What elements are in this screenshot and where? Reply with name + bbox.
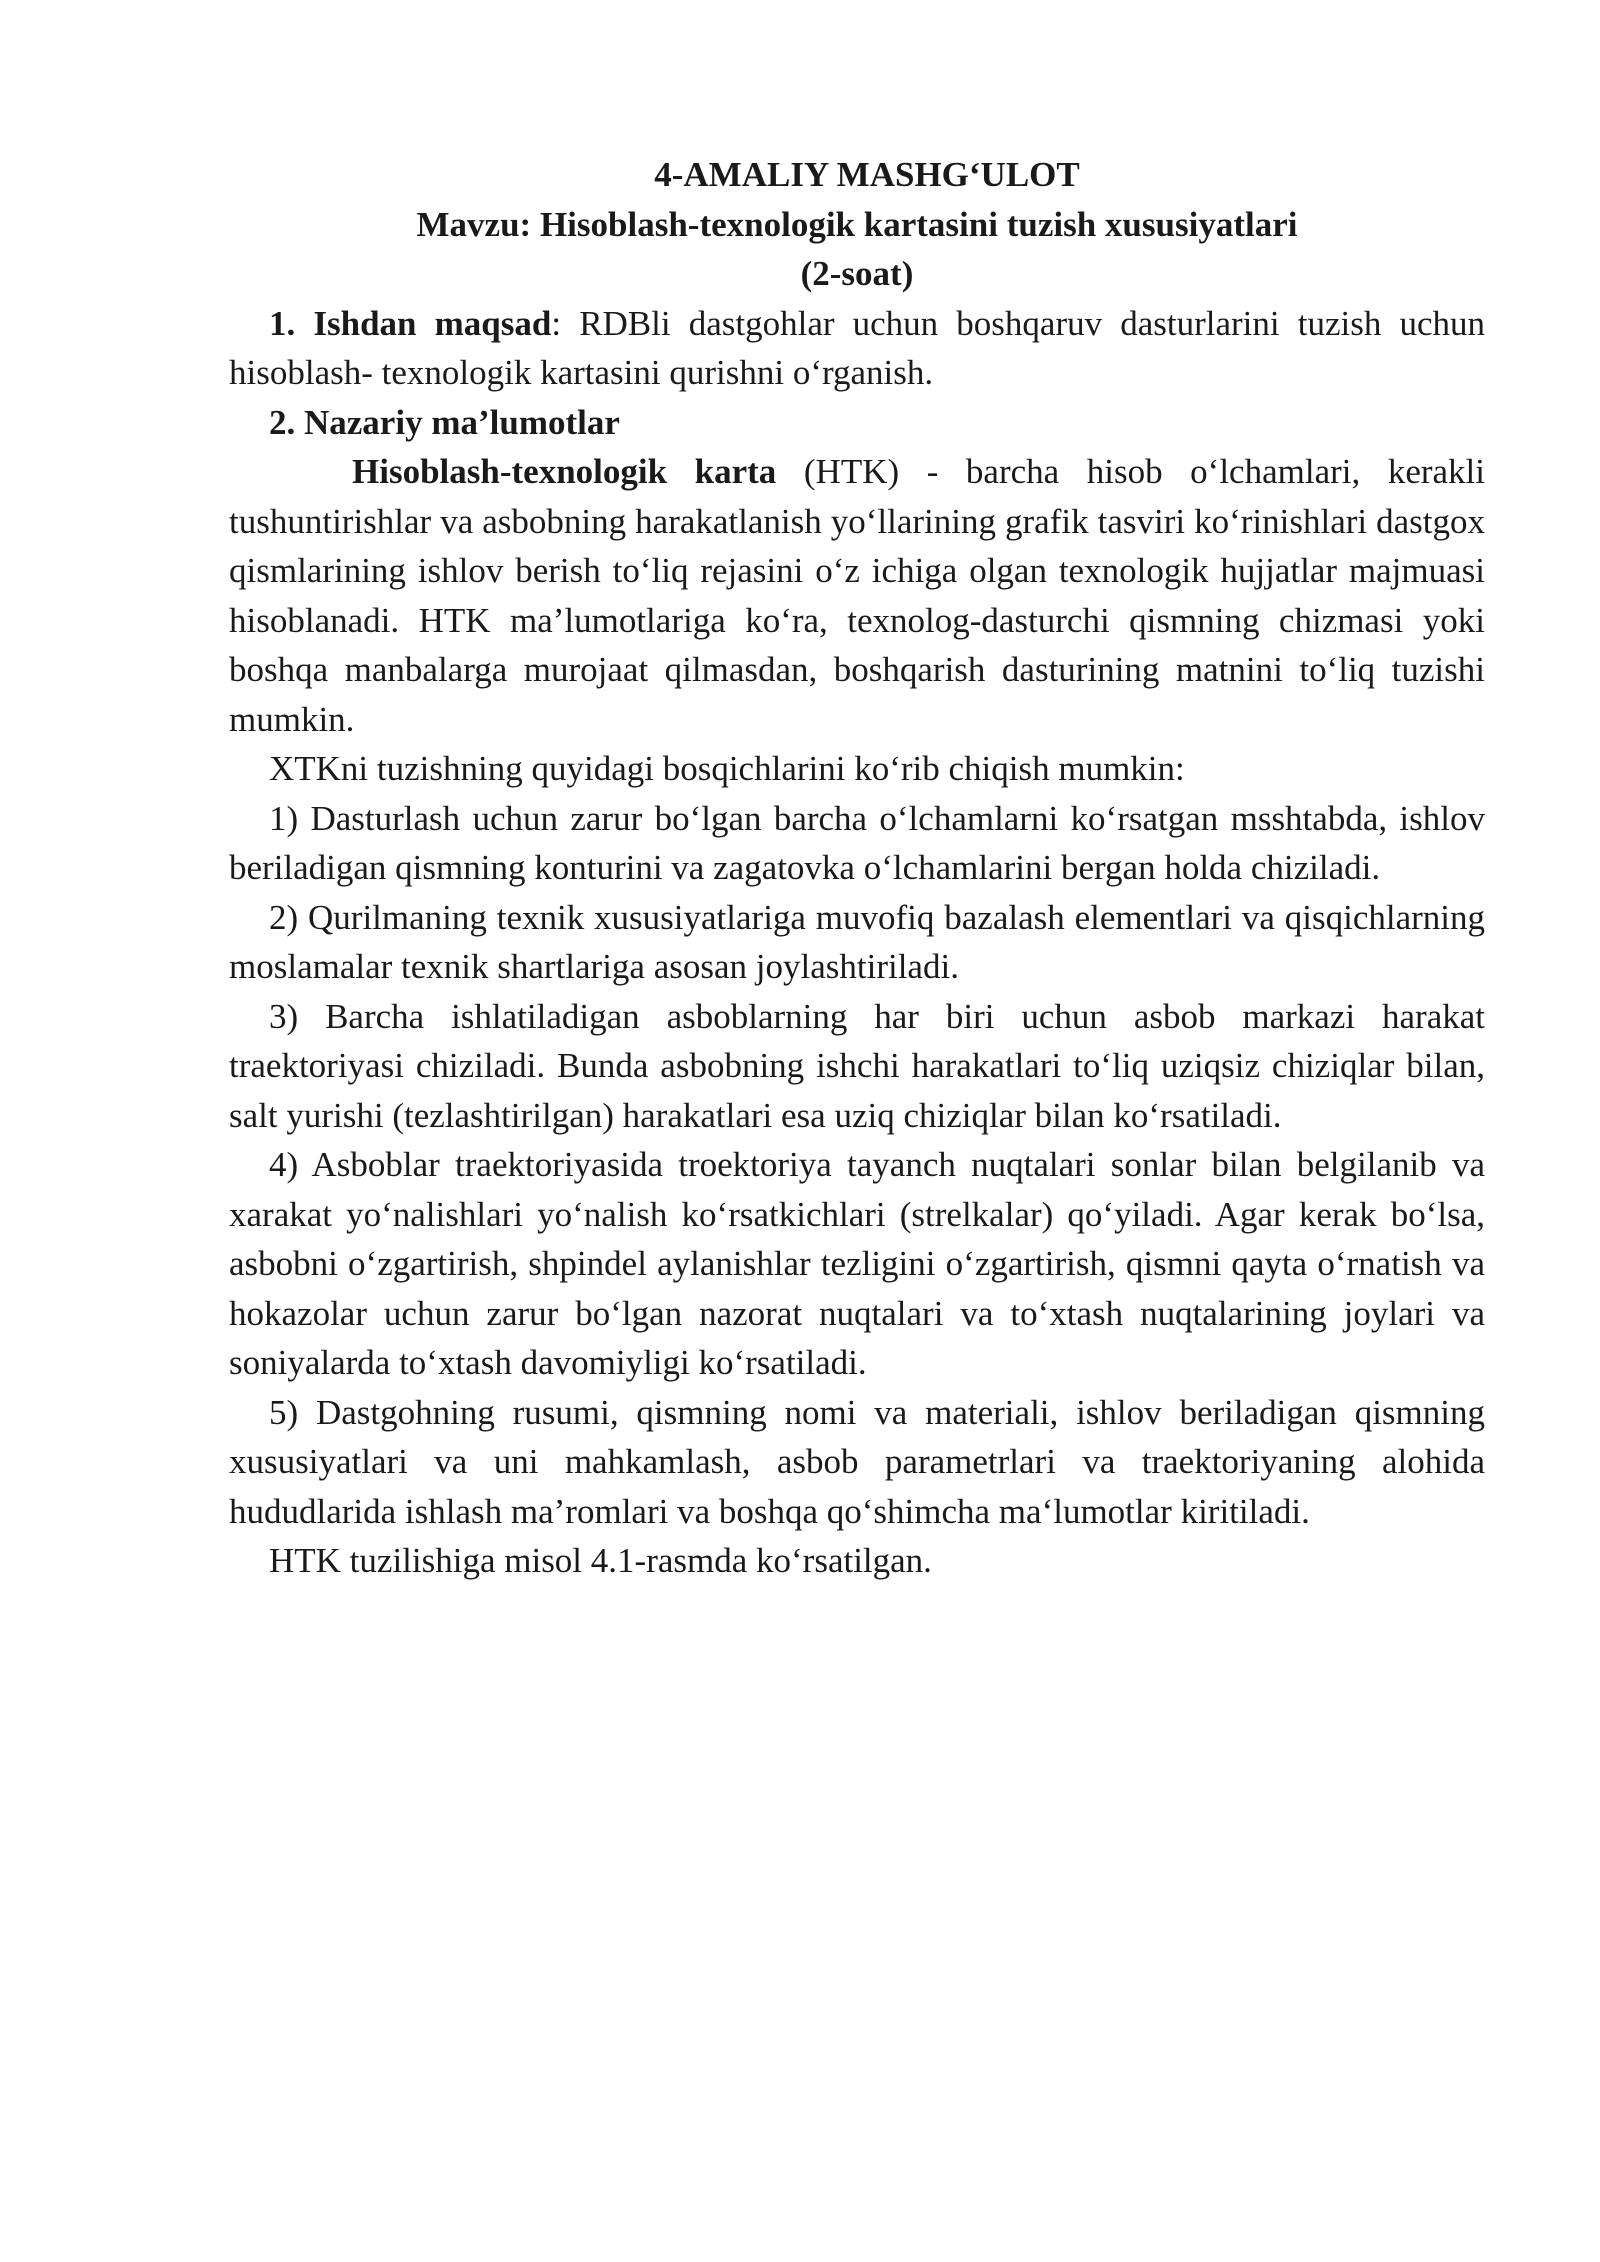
hours-line: (2-soat) [800,254,914,293]
document-title: 4-AMALIY MASHG‘ULOT [654,155,1080,194]
definition-text: (HTK) - barcha hisob o‘lchamlari, kerakli tushuntirishlar va asbobning harakatlanish yo‘llarining grafik tasviri ko‘rinishlari dastgox qismlarining ishlov berish to‘liq rejasini o‘z ichiga olgan texnologik hujjatlar majmuasi hisoblanadi. HTK ma’lumotlariga ko‘ra, texnolog-dasturchi qismning chizmasi yoki boshqa manbalarga murojaat qilmasdan, boshqarish dasturining matnini to‘liq tuzishi mumkin. [229,452,1485,739]
step-2: 2) Qurilmaning texnik xususiyatlariga muvofiq bazalash elementlari va qisqichlarning moslamalar texnik shartlariga asosan joylashtiriladi. [229,897,1485,986]
theory-heading: 2. Nazariy ma’lumotlar [269,402,620,442]
document-page [229,150,1485,1586]
step-5: 5) Dastgohning rusumi, qismning nomi va materiali, ishlov beriladigan qismning xususiyatlari va uni mahkamlash, asbob parametrlari va traektoriyaning alohida hududlarida ishlash ma’romlari va boshqa qo‘shimcha ma‘lumotlar kiritiladi. [229,1392,1485,1531]
definition-paragraph [229,447,1485,744]
goal-text: : RDBli dastgohlar uchun boshqaruv dasturlarini tuzish uchun hisoblash- texnologik kartasini qurishni o‘rganish. [229,303,1486,392]
step-3: 3) Barcha ishlatiladigan asboblarning har biri uchun asbob markazi harakat traektoriyasi chiziladi. Bunda asbobning ishchi harakatlari to‘liq uziqsiz chiziqlar bilan, salt yurishi (tezlashtirilgan) harakatlari esa uziq chiziqlar bilan ko‘rsatiladi. [229,996,1485,1135]
goal-label: 1. Ishdan maqsad [269,303,552,343]
goal-paragraph [229,299,1485,398]
step-4: 4) Asboblar traektoriyasida troektoriya tayanch nuqtalari sonlar bilan belgilanib va xarakat yo‘nalishlari yo‘nalish ko‘rsatkichlari (strelkalar) qo‘yiladi. Agar kerak bo‘lsa, asbobni o‘zgartirish, shpindel aylanishlar tezligini o‘zgartirish, qismni qayta o‘rnatish va hokazolar uchun zarur bo‘lgan nazorat nuqtalari va to‘xtash nuqtalarining joylari va soniyalarda to‘xtash davomiyligi ko‘rsatiladi. [229,1145,1485,1382]
closing-sentence: HTK tuzilishiga misol 4.1-rasmda ko‘rsatilgan. [269,1541,932,1580]
topic-line: Mavzu: Hisoblash-texnologik kartasini tuzish xususiyatlari [416,204,1298,244]
stages-intro: XTKni tuzishning quyidagi bosqichlarini ko‘rib chiqish mumkin: [269,749,1185,788]
step-1: 1) Dasturlash uchun zarur bo‘lgan barcha o‘lchamlarni ko‘rsatgan msshtabda, ishlov beriladigan qismning konturini va zagatovka o‘lchamlarini bergan holda chiziladi. [229,798,1485,887]
term-bold: Hisoblash-texnologik karta [352,452,777,491]
